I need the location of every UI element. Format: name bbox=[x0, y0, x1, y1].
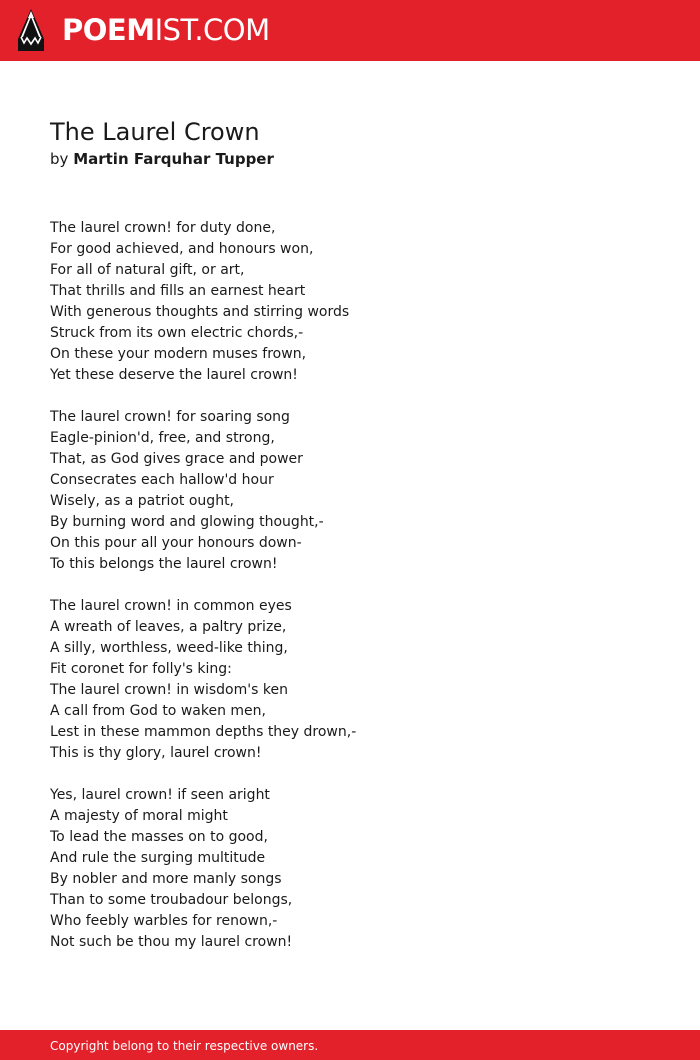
poem-line: The laurel crown! in wisdom's ken bbox=[50, 682, 288, 698]
poem-stanza bbox=[50, 218, 356, 386]
poem-line: That, as God gives grace and power bbox=[50, 451, 303, 467]
site-header bbox=[0, 0, 700, 61]
poem-line: Struck from its own electric chords,- bbox=[50, 325, 304, 341]
poem-line: By burning word and glowing thought,- bbox=[50, 514, 324, 530]
poem-byline bbox=[50, 148, 274, 170]
pen-nib-icon bbox=[17, 9, 45, 52]
poem-line: Fit coronet for folly's king: bbox=[50, 661, 232, 677]
poem-line: This is thy glory, laurel crown! bbox=[50, 745, 262, 761]
poem-body bbox=[50, 218, 356, 974]
poem-line: Yes, laurel crown! if seen aright bbox=[50, 787, 270, 803]
logo-bold-text: POEM bbox=[62, 13, 155, 47]
poem-line: A majesty of moral might bbox=[50, 808, 228, 824]
poem-author: Martin Farquhar Tupper bbox=[73, 150, 274, 168]
poem-line: For all of natural gift, or art, bbox=[50, 262, 245, 278]
poem-stanza bbox=[50, 596, 356, 764]
poem-line: Than to some troubadour belongs, bbox=[50, 892, 293, 908]
poem-line: For good achieved, and honours won, bbox=[50, 241, 314, 257]
poem-line: A call from God to waken men, bbox=[50, 703, 266, 719]
logo-light-text: IST.COM bbox=[154, 13, 270, 47]
copyright-notice: Copyright belong to their respective owners. bbox=[50, 1039, 319, 1053]
poem-stanza bbox=[50, 407, 356, 575]
poem-line: To this belongs the laurel crown! bbox=[50, 556, 278, 572]
poem-line: The laurel crown! for duty done, bbox=[50, 220, 276, 236]
poem-stanza bbox=[50, 785, 356, 953]
poem-line: To lead the masses on to good, bbox=[50, 829, 268, 845]
poem-line: On this pour all your honours down- bbox=[50, 535, 302, 551]
poem-line: With generous thoughts and stirring words bbox=[50, 304, 350, 320]
poem-title: The Laurel Crown bbox=[50, 118, 260, 146]
poem-line: That thrills and fills an earnest heart bbox=[50, 283, 306, 299]
poem-line: The laurel crown! for soaring song bbox=[50, 409, 290, 425]
poem-line: Yet these deserve the laurel crown! bbox=[50, 367, 298, 383]
poem-line: Wisely, as a patriot ought, bbox=[50, 493, 235, 509]
poem-line: The laurel crown! in common eyes bbox=[50, 598, 292, 614]
poem-line: By nobler and more manly songs bbox=[50, 871, 282, 887]
poem-line: Who feebly warbles for renown,- bbox=[50, 913, 278, 929]
poem-line: Not such be thou my laurel crown! bbox=[50, 934, 293, 950]
poem-line: A silly, worthless, weed-like thing, bbox=[50, 640, 288, 656]
poem-line: A wreath of leaves, a paltry prize, bbox=[50, 619, 287, 635]
poem-line: Lest in these mammon depths they drown,- bbox=[50, 724, 357, 740]
poem-line: On these your modern muses frown, bbox=[50, 346, 307, 362]
poem-line: Eagle-pinion'd, free, and strong, bbox=[50, 430, 275, 446]
site-logo[interactable] bbox=[62, 12, 270, 48]
byline-prefix: by bbox=[50, 150, 69, 168]
poem-line: Consecrates each hallow'd hour bbox=[50, 472, 274, 488]
site-footer bbox=[0, 1030, 700, 1060]
poem-line: And rule the surging multitude bbox=[50, 850, 266, 866]
